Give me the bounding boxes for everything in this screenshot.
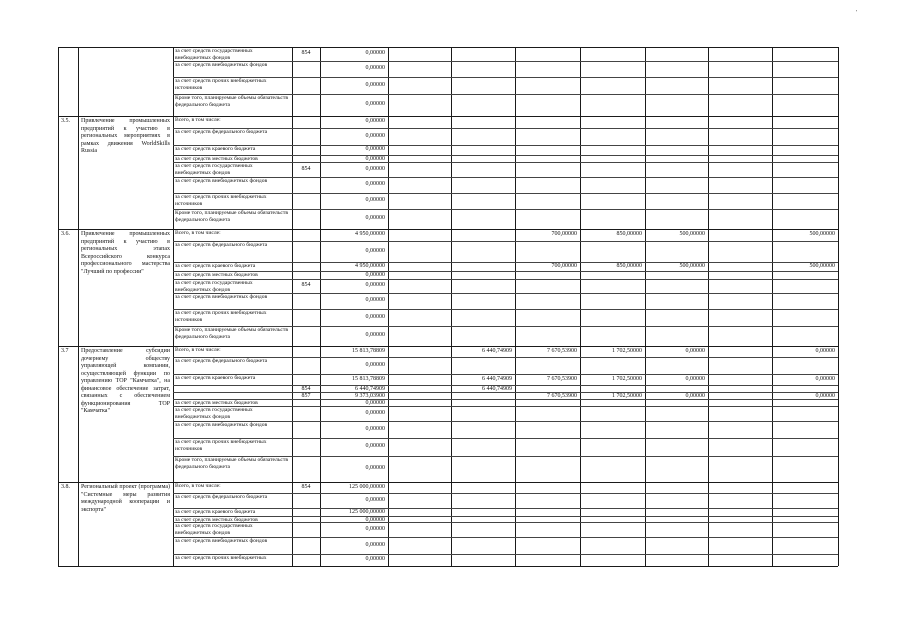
block-number: 3.5.: [61, 118, 70, 124]
year-amount-c4: 500,00000: [679, 231, 705, 237]
block-title: Привлечение промышленных предприятий к участию в региональных этапах Всероссийского конкурса профессионального мастерства "Лучший по профессии": [81, 231, 170, 275]
column-rule: [58, 47, 59, 566]
total-amount: 0,00000: [365, 541, 385, 548]
budget-code: 854: [301, 282, 311, 288]
total-amount: 15 813,78809: [352, 347, 385, 354]
column-rule: [838, 47, 839, 566]
year-amount-c4: 0,00000: [685, 347, 705, 354]
total-amount: 0,00000: [365, 400, 385, 406]
funding-source-label: за счет средств местных бюджетов: [175, 400, 258, 406]
total-amount: 0,00000: [365, 65, 385, 71]
funding-source-label: за счет средств государственных внебюджетных фондов: [175, 407, 253, 420]
block-title: Предоставление субсидии дочернему обществу управляющей компании, осуществляющей функции по управлению ТОР "Камчатка", на финансовое обеспечение затрат, связанных с обеспечением функционирования ТОР "Камчатка": [81, 348, 170, 414]
funding-source-label: Всего, в том числе:: [175, 483, 221, 489]
funding-source-label: за счет средств прочих внебюджетных источников: [175, 194, 267, 207]
total-amount: 0,00000: [365, 425, 385, 432]
total-amount: 0,00000: [365, 165, 385, 172]
funding-source-label: за счет средств прочих внебюджетных источников: [175, 310, 267, 323]
year-amount-c3: 850,00000: [616, 231, 642, 237]
block-number: 3.8.: [61, 484, 70, 490]
year-amount-c4: 0,00000: [685, 393, 705, 399]
budget-code: 857: [301, 393, 311, 399]
total-amount: 4 950,00000: [355, 231, 385, 237]
total-amount: 0,00000: [365, 181, 385, 187]
total-amount: 0,00000: [365, 465, 385, 471]
column-rule: [580, 47, 581, 566]
year-amount-c5: 0,00000: [815, 347, 835, 354]
total-amount: 125 000,00000: [349, 483, 385, 490]
funding-source-label: за счет средств прочих внебюджетных: [175, 555, 267, 561]
funding-source-label: за счет средств внебюджетных фондов: [175, 62, 268, 68]
column-rule: [173, 47, 174, 566]
total-amount: 0,00000: [365, 525, 385, 532]
total-amount: 15 813,78809: [352, 375, 385, 382]
column-rule: [451, 47, 452, 566]
year-amount-c2: 700,00000: [551, 231, 577, 237]
budget-code: 854: [301, 386, 311, 392]
total-amount: 9 373,03900: [355, 393, 385, 399]
block-title: Региональный проект (программа) "Системные меры развития международной кооперации и экспорта": [81, 484, 170, 513]
total-amount: 4 950,00000: [355, 263, 385, 269]
funding-source-label: за счет средств внебюджетных фондов: [175, 422, 268, 428]
funding-source-label: за счет средств прочих внебюджетных источников: [175, 78, 267, 91]
budget-code: 854: [301, 483, 311, 490]
funding-source-label: за счет средств краевого бюджета: [175, 146, 256, 152]
funding-source-label: за счет средств внебюджетных фондов: [175, 178, 268, 184]
year-amount-c1: 6 440,74909: [482, 347, 512, 354]
column-rule: [772, 47, 773, 566]
column-rule: [515, 47, 516, 566]
column-rule: [645, 47, 646, 566]
budget-code: 854: [301, 50, 311, 56]
funding-source-label: за счет средств государственных внебюджетных фондов: [175, 280, 253, 293]
budget-code: 854: [301, 165, 311, 172]
year-amount-c5: 0,00000: [815, 375, 835, 382]
total-amount: 0,00000: [365, 332, 385, 338]
funding-source-label: Всего, в том числе:: [175, 230, 221, 236]
funding-source-label: Всего, в том числе:: [175, 347, 221, 353]
funding-source-label: за счет средств государственных внебюджетных фондов: [175, 523, 253, 536]
column-rule: [388, 47, 389, 566]
year-amount-c4: 500,00000: [679, 263, 705, 269]
column-rule: [708, 47, 709, 566]
year-amount-c4: 0,00000: [685, 375, 705, 382]
block-number: 3.7: [61, 348, 69, 354]
funding-source-label: за счет средств местных бюджетов: [175, 272, 258, 278]
year-amount-c5: 0,00000: [815, 393, 835, 399]
total-amount: 0,00000: [365, 247, 385, 254]
funding-source-label: Кроме того, планируемые объемы обязательств федерального бюджета: [175, 457, 288, 470]
total-amount: 0,00000: [365, 132, 385, 139]
total-amount: 0,00000: [365, 361, 385, 368]
total-amount: 0,00000: [365, 101, 385, 107]
total-amount: 0,00000: [365, 313, 385, 320]
funding-source-label: за счет средств федерального бюджета: [175, 129, 268, 135]
row-rule: [58, 566, 838, 567]
funding-source-label: за счет средств краевого бюджета: [175, 263, 256, 269]
total-amount: 0,00000: [365, 197, 385, 203]
total-amount: 0,00000: [365, 272, 385, 278]
funding-source-label: за счет средств краевого бюджета: [175, 509, 256, 515]
column-rule: [78, 47, 79, 566]
funding-source-label: Всего, в том числе:: [175, 117, 221, 123]
funding-source-label: за счет средств федерального бюджета: [175, 494, 268, 500]
year-amount-c1: 6 440,74909: [482, 375, 512, 382]
year-amount-c3: 1 702,50000: [612, 393, 642, 399]
funding-source-label: за счет средств федерального бюджета: [175, 242, 268, 248]
block-title: Привлечение промышленных предприятий к участию в региональных мероприятиях в рамках движения WorldSkills Russia: [81, 118, 170, 154]
funding-source-label: за счет средств прочих внебюджетных источников: [175, 439, 267, 452]
year-amount-c2: 7 670,53900: [547, 347, 577, 354]
total-amount: 0,00000: [365, 517, 385, 523]
row-rule: [173, 392, 838, 393]
year-amount-c5: 500,00000: [809, 263, 835, 269]
funding-source-label: Кроме того, планируемые объемы обязательств федерального бюджета: [175, 210, 288, 223]
year-amount-c2: 7 670,53900: [547, 375, 577, 382]
funding-source-label: за счет средств федерального бюджета: [175, 358, 268, 364]
column-rule: [320, 47, 321, 566]
total-amount: 0,00000: [365, 156, 385, 162]
total-amount: 0,00000: [365, 282, 385, 288]
funding-source-label: за счет средств государственных внебюджетных фондов: [175, 48, 253, 61]
year-amount-c2: 7 670,53900: [547, 393, 577, 399]
total-amount: 0,00000: [365, 50, 385, 56]
total-amount: 0,00000: [365, 297, 385, 303]
funding-source-label: за счет средств внебюджетных фондов: [175, 294, 268, 300]
year-amount-c3: 850,00000: [616, 263, 642, 269]
corner-mark: ': [856, 10, 858, 16]
funding-source-label: за счет средств внебюджетных фондов: [175, 538, 268, 544]
funding-source-label: Кроме того, планируемые объемы обязательств федерального бюджета: [175, 327, 288, 340]
total-amount: 0,00000: [365, 215, 385, 221]
total-amount: 0,00000: [365, 556, 385, 562]
total-amount: 0,00000: [365, 496, 385, 503]
funding-source-label: Кроме того, планируемые объемы обязательств федерального бюджета: [175, 95, 288, 108]
year-amount-c1: 6 440,74909: [482, 386, 512, 392]
total-amount: 0,00000: [365, 118, 385, 124]
funding-source-label: за счет средств местных бюджетов: [175, 156, 258, 162]
year-amount-c2: 700,00000: [551, 263, 577, 269]
funding-source-label: за счет средств краевого бюджета: [175, 375, 256, 381]
year-amount-c3: 1 702,50000: [612, 375, 642, 382]
total-amount: 0,00000: [365, 409, 385, 416]
block-number: 3.6.: [61, 231, 70, 237]
total-amount: 0,00000: [365, 81, 385, 88]
total-amount: 125 000,00000: [349, 509, 385, 515]
year-amount-c5: 500,00000: [809, 231, 835, 237]
total-amount: 0,00000: [365, 146, 385, 152]
funding-source-label: за счет средств государственных внебюджетных фондов: [175, 163, 253, 176]
year-amount-c3: 1 702,50000: [612, 347, 642, 354]
total-amount: 0,00000: [365, 443, 385, 449]
total-amount: 6 440,74909: [355, 386, 385, 392]
funding-source-label: за счет средств местных бюджетов: [175, 517, 258, 523]
